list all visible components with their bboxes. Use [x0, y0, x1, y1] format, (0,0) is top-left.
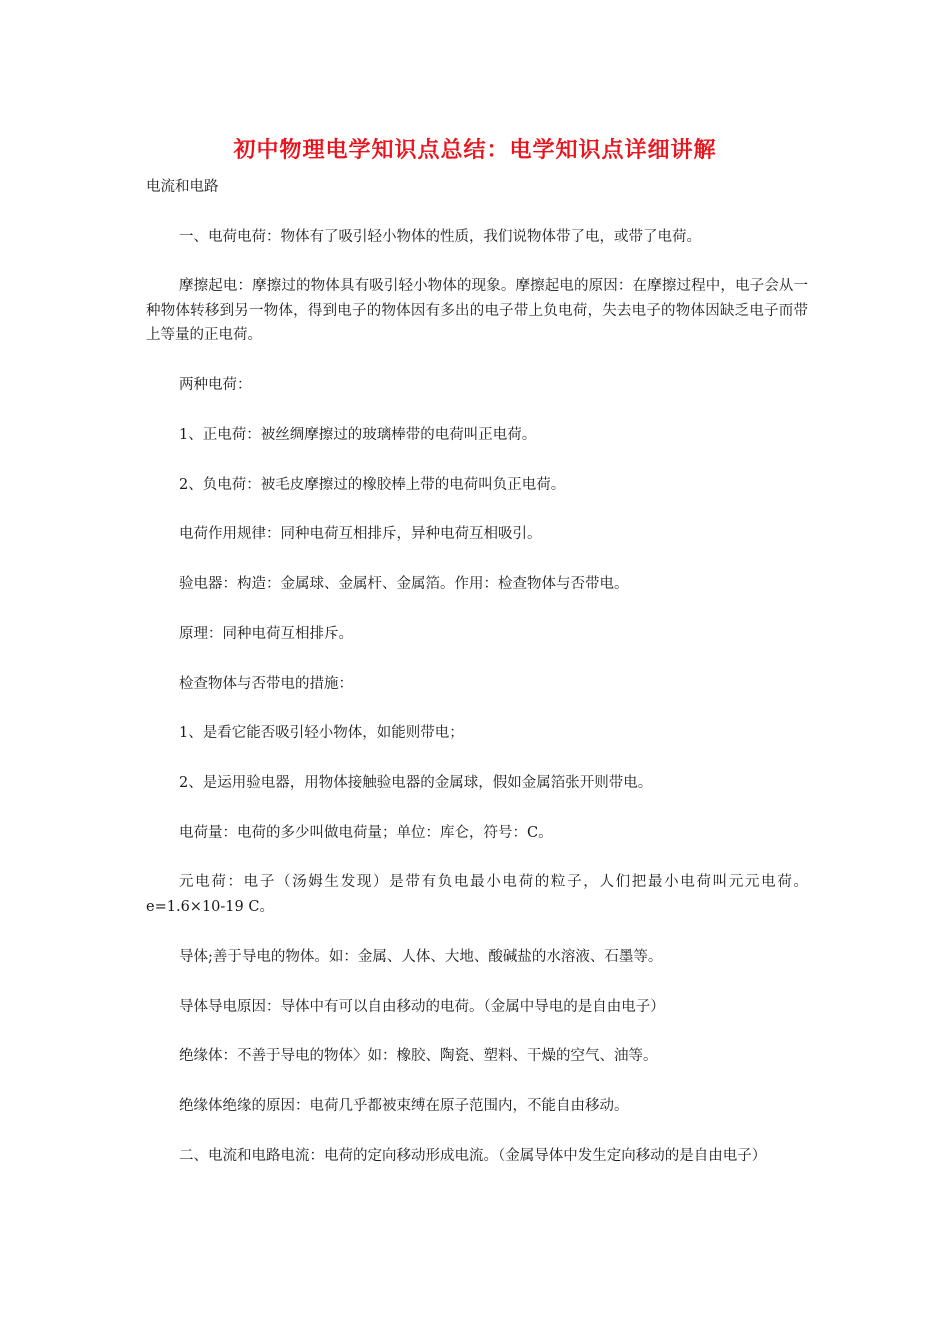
paragraph: 绝缘体：不善于导电的物体〉如：橡胶、陶瓷、塑料、干燥的空气、油等。: [179, 1048, 658, 1064]
paragraph: 二、电流和电路电流：电荷的定向移动形成电流。（金属导体中发生定向移动的是自由电子）: [179, 1148, 767, 1164]
paragraph: 元电荷：电子（汤姆生发现）是带有负电最小电荷的粒子，人们把最小电荷叫元元电荷。e=1.6×10-19 C。: [146, 874, 808, 915]
paragraph: 两种电荷：: [179, 377, 252, 393]
paragraph: 摩擦起电：摩擦过的物体具有吸引轻小物体的现象。摩擦起电的原因：在摩擦过程中，电子会从一种物体转移到另一物体，得到电子的物体因有多出的电子带上负电荷，失去电子的物体因缺乏电子而带上等量的正电荷。: [146, 278, 808, 343]
paragraph: 电荷作用规律：同种电荷互相排斥，异种电荷互相吸引。: [179, 526, 542, 542]
paragraph: 验电器：构造：金属球、金属杆、金属箔。作用：检查物体与否带电。: [179, 576, 629, 592]
paragraph: 一、电荷电荷：物体有了吸引轻小物体的性质，我们说物体带了电，或带了电荷。: [179, 229, 701, 245]
document-title: 初中物理电学知识点总结：电学知识点详细讲解: [233, 137, 717, 163]
paragraph: 原理：同种电荷互相排斥。: [179, 626, 353, 642]
paragraph: 导体导电原因：导体中有可以自由移动的电荷。（金属中导电的是自由电子）: [179, 999, 665, 1015]
paragraph: 导体;善于导电的物体。如：金属、人体、大地、酸碱盐的水溶液、石墨等。: [179, 949, 663, 965]
paragraph: 绝缘体绝缘的原因：电荷几乎都被束缚在原子范围内，不能自由移动。: [179, 1098, 629, 1114]
paragraph: 1、是看它能否吸引轻小物体，如能则带电；: [179, 725, 464, 741]
section-heading: 电流和电路: [146, 179, 219, 195]
paragraph: 2、负电荷：被毛皮摩擦过的橡胶棒上带的电荷叫负正电荷。: [179, 477, 566, 493]
paragraph: 2、是运用验电器，用物体接触验电器的金属球，假如金属箔张开则带电。: [179, 775, 653, 791]
paragraph: 1、正电荷：被丝绸摩擦过的玻璃棒带的电荷叫正电荷。: [179, 427, 537, 443]
paragraph: 电荷量：电荷的多少叫做电荷量；单位：库仑，符号：C。: [179, 825, 553, 841]
paragraph: 检查物体与否带电的措施：: [179, 676, 353, 692]
